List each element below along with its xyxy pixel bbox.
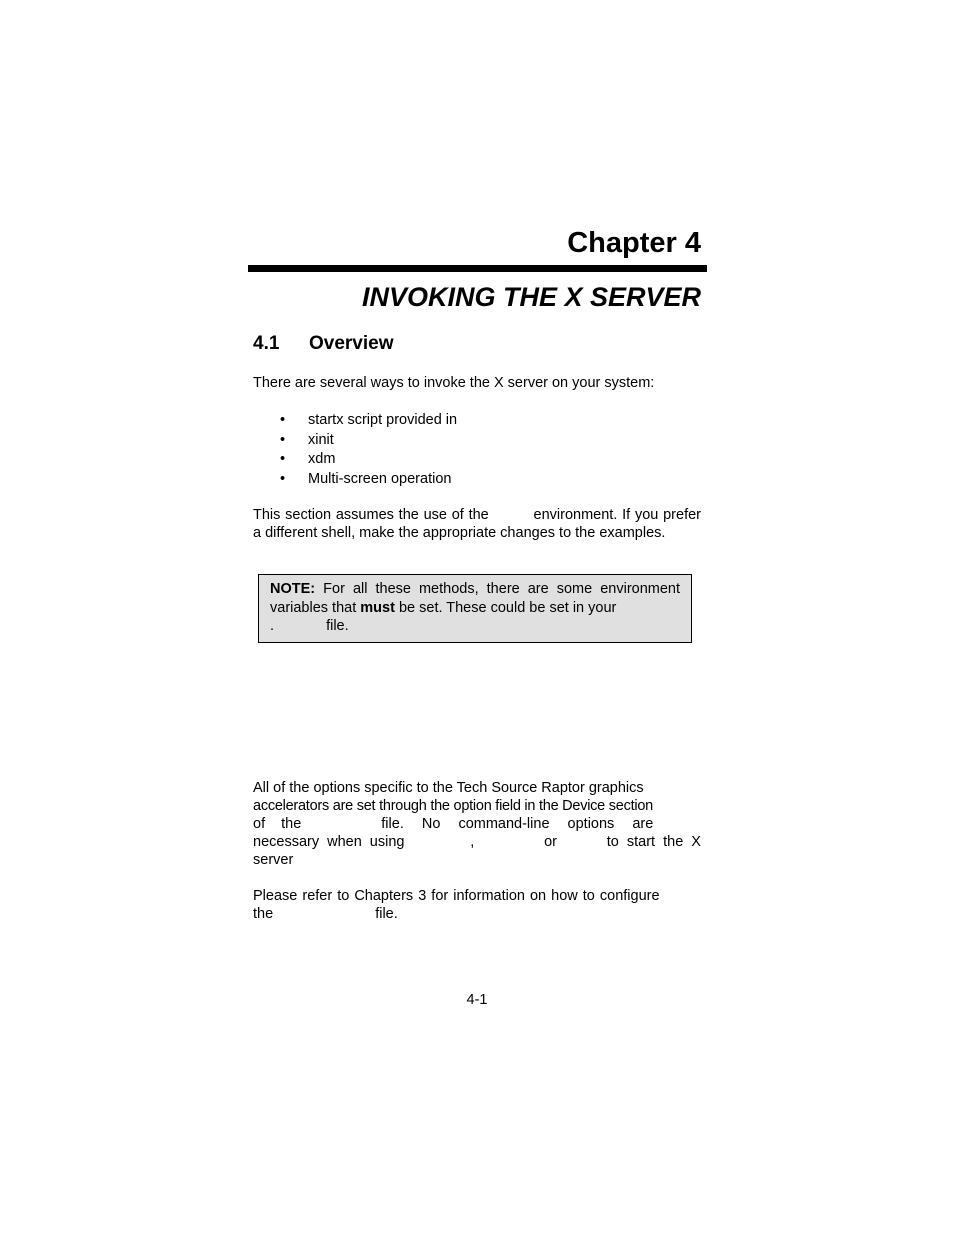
list-item: • xinit — [280, 431, 457, 451]
note-label: NOTE: — [270, 581, 316, 597]
bullet-icon: • — [280, 412, 286, 428]
list-item: • startx script provided in — [280, 411, 457, 431]
bullet-icon: • — [280, 431, 286, 448]
options-paragraph: All of the options specific to the Tech Source Raptor graphics accelerators are set through the option field in the Device section of the file. No command-line options are necessary when using , or to start the X server — [253, 780, 701, 868]
section-heading — [253, 332, 394, 356]
note-box — [258, 574, 692, 643]
list-item: • xdm — [280, 450, 457, 470]
bullet-icon: • — [280, 470, 286, 487]
section-title: Overview — [309, 333, 394, 354]
note-emphasis: must — [360, 599, 395, 616]
page-number: 4-1 — [466, 992, 488, 1008]
note-line3: . file. — [270, 618, 349, 634]
section-number: 4.1 — [253, 333, 280, 354]
intro-paragraph: There are several ways to invoke the X server on your system: — [253, 375, 655, 391]
chapter-rule — [248, 265, 707, 272]
list-item: • Multi-screen operation — [280, 470, 457, 490]
bullet-icon: • — [280, 451, 286, 467]
note-text: NOTE: For all these methods, there are some environment variables that must be set. These could be set in your — [270, 581, 681, 616]
chapter-label: Chapter 4 — [567, 227, 701, 259]
invoke-methods-list — [280, 411, 457, 489]
refer-paragraph: Please refer to Chapters 3 for information on how to configure the file. — [253, 888, 660, 922]
shell-paragraph: This section assumes the use of the environment. If you prefer a different shell, make the appropriate changes to the examples. — [253, 507, 701, 541]
chapter-title: INVOKING THE X SERVER — [361, 282, 701, 312]
